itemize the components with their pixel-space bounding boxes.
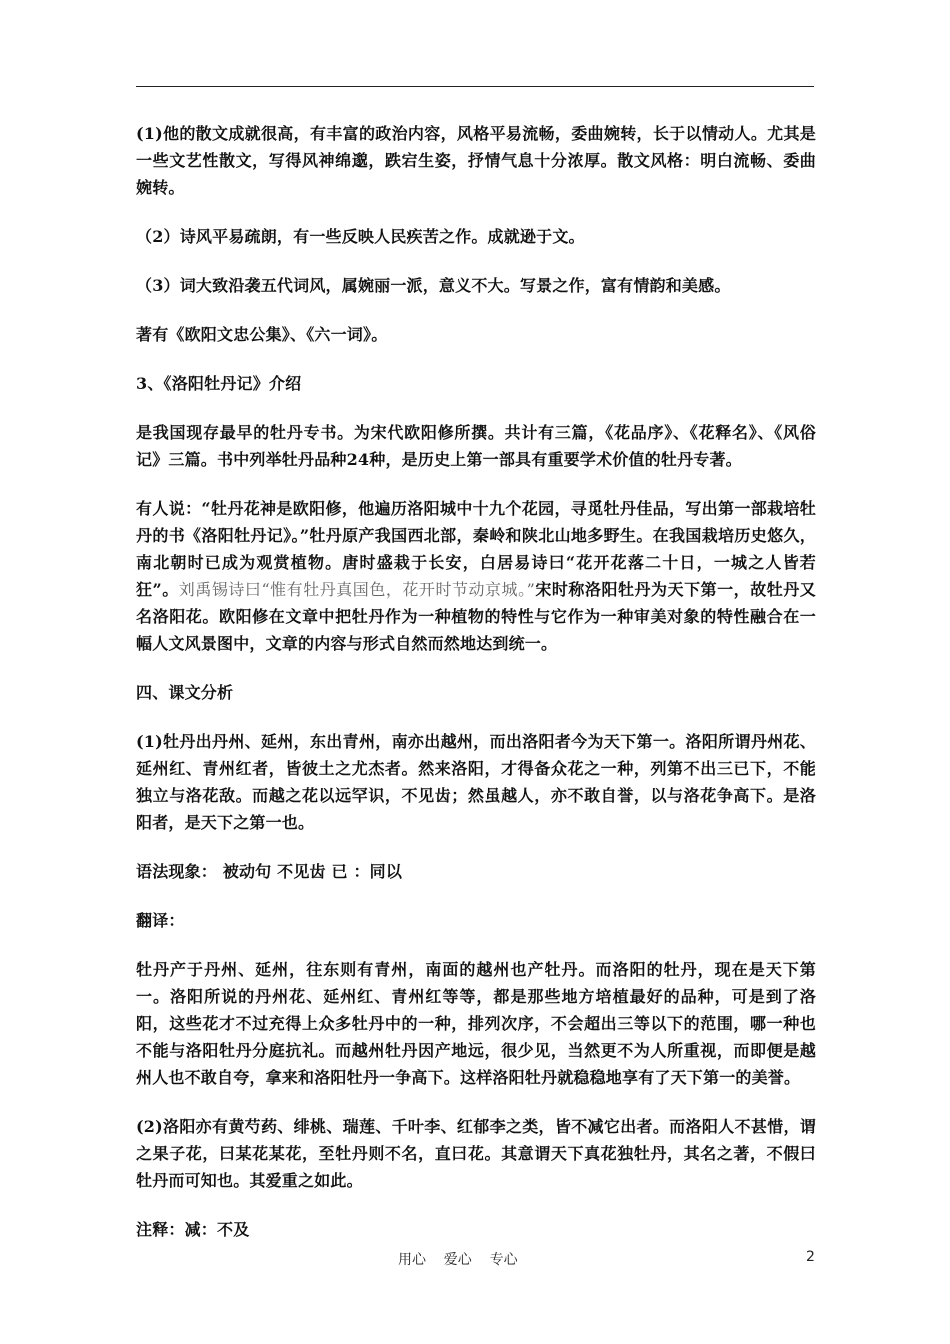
- liu-yuxi-quote: 刘禹锡诗曰“惟有牡丹真国色，花开时节动京城。”: [178, 580, 535, 599]
- paragraph-prose-style: (1)他的散文成就很高，有丰富的政治内容，风格平易流畅，委曲婉转，长于以情动人。尤其是一些文艺性散文，写得风神绵邈，跌宕生姿，抒情气息十分浓厚。散文风格：明白流畅、委曲婉转。: [136, 124, 816, 197]
- paragraph-book-intro: 是我国现存最早的牡丹专书。为宋代欧阳修所撰。共计有三篇，《花品序》、《花释名》、《风俗记》三篇。书中列举牡丹品种24种，是历史上第一部具有重要学术价值的牡丹专著。: [136, 423, 816, 469]
- paragraph-text-excerpt-1: (1)牡丹出丹州、延州，东出青州，南亦出越州，而出洛阳者今为天下第一。洛阳所谓丹州花、延州红、青州红者，皆彼土之尤杰者。然来洛阳，才得备众花之一种，列第不出三已下，不能独立与洛花敌。而越之花以远罕识，不见齿；然虽越人，亦不敢自誉，以与洛花争高下。是洛阳者，是天下之第一也。: [136, 732, 816, 832]
- paragraph-text-excerpt-2: (2)洛阳亦有黄芍药、绯桃、瑞莲、千叶李、红郁李之类，皆不减它出者。而洛阳人不甚惜，谓之果子花，曰某花某花，至牡丹则不名，直曰花。其意谓天下真花独牡丹，其名之著，不假曰牡丹而可知也。其爱重之如此。: [136, 1117, 816, 1190]
- footer-motto: 用心 爱心 专心: [398, 1252, 518, 1268]
- section-heading-3: 3、《洛阳牡丹记》介绍: [136, 374, 302, 393]
- paragraph-ci-style: （3）词大致沿袭五代词风，属婉丽一派，意义不大。写景之作，富有情韵和美感。: [136, 276, 731, 295]
- paragraph-peony-history: [136, 495, 816, 657]
- peony-history-part-2: 宋时称洛阳牡丹为天下第一，故牡丹又名洛阳花。欧阳修在文章中把牡丹作为一种植物的特性与它作为一种审美对象的特性融合在一幅人文风景图中，文章的内容与形式自然而然地达到统一。: [136, 580, 816, 653]
- peony-history-part-1: 有人说：“牡丹花神是欧阳修，他遍历洛阳城中十九个花园，寻觅牡丹佳品，写出第一部栽培牡丹的书《洛阳牡丹记》。”牡丹原产我国西北部，秦岭和陕北山地多野生。在我国栽培历史悠久，南北朝时已成为观赏植物。唐时盛栽于长安，白居易诗曰“花开花落二十日，一城之人皆若狂”。: [136, 499, 816, 599]
- paragraph-works: 著有《欧阳文忠公集》、《六一词》。: [136, 325, 388, 344]
- translation-label: 翻译：: [136, 911, 185, 930]
- page-number: 2: [806, 1249, 815, 1265]
- header-rule: [136, 86, 814, 87]
- document-body: [136, 120, 816, 1265]
- paragraph-grammar: 语法现象： 被动句 不见齿 已 ：同以: [136, 862, 403, 881]
- paragraph-translation: 牡丹产于丹州、延州，往东则有青州，南面的越州也产牡丹。而洛阳的牡丹，现在是天下第一。洛阳所说的丹州花、延州红、青州红等等，都是那些地方培植最好的品种，可是到了洛阳，这些花才不过充得上众多牡丹中的一种，排列次序，不会超出三等以下的范围，哪一种也不能与洛阳牡丹分庭抗礼。而越州牡丹因产地远，很少见，当然更不为人所重视，而即便是越州人也不敢自夸，拿来和洛阳牡丹一争高下。这样洛阳牡丹就稳稳地享有了天下第一的美誉。: [136, 960, 816, 1087]
- paragraph-annotation: 注释：减：不及: [136, 1220, 250, 1239]
- paragraph-poetry-style: （2）诗风平易疏朗，有一些反映人民疾苦之作。成就逊于文。: [136, 227, 585, 246]
- section-heading-4: 四、课文分析: [136, 683, 234, 702]
